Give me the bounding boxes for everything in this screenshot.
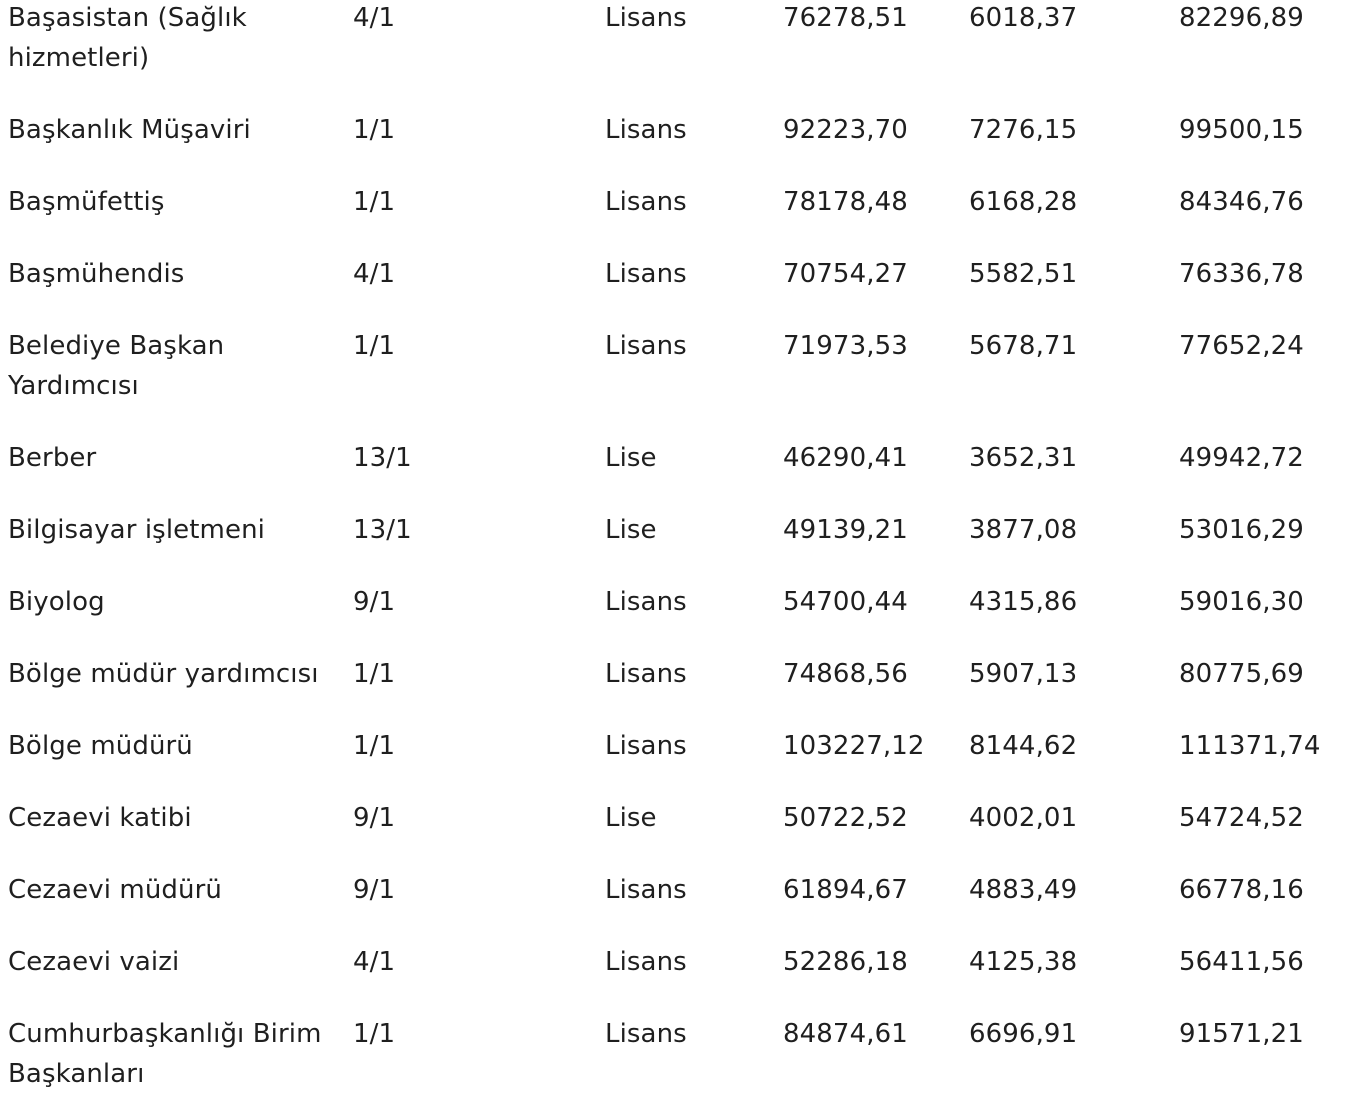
value2-cell: 8144,62 — [969, 731, 1078, 761]
total-cell: 80775,69 — [1179, 659, 1304, 689]
value1-cell: 71973,53 — [783, 331, 908, 361]
total-cell: 77652,24 — [1179, 331, 1304, 361]
value1-cell: 54700,44 — [783, 587, 908, 617]
table-row — [8, 326, 1352, 438]
title-cell: Belediye Başkan Yardımcısı — [8, 331, 225, 401]
degree-cell: 4/1 — [353, 259, 396, 289]
degree-cell: 9/1 — [353, 587, 396, 617]
total-cell: 111371,74 — [1179, 731, 1321, 761]
value2-cell: 4883,49 — [969, 875, 1078, 905]
title-cell: Cezaevi katibi — [8, 803, 192, 833]
value1-cell: 92223,70 — [783, 115, 908, 145]
table-row — [8, 0, 1352, 110]
total-cell: 84346,76 — [1179, 187, 1304, 217]
total-cell: 82296,89 — [1179, 3, 1304, 33]
degree-cell: 9/1 — [353, 875, 396, 905]
education-cell: Lisans — [605, 331, 687, 361]
value2-cell: 7276,15 — [969, 115, 1078, 145]
total-cell: 91571,21 — [1179, 1019, 1304, 1049]
degree-cell: 1/1 — [353, 1019, 396, 1049]
education-cell: Lise — [605, 443, 657, 473]
title-cell: Biyolog — [8, 587, 105, 617]
value1-cell: 84874,61 — [783, 1019, 908, 1049]
title-cell: Cumhurbaşkanlığı Birim Başkanları — [8, 1019, 322, 1089]
title-cell: Bölge müdür yardımcısı — [8, 659, 319, 689]
value1-cell: 103227,12 — [783, 731, 925, 761]
total-cell: 76336,78 — [1179, 259, 1304, 289]
title-cell: Başkanlık Müşaviri — [8, 115, 251, 145]
total-cell: 49942,72 — [1179, 443, 1304, 473]
table-row — [8, 110, 1352, 182]
title-cell: Bilgisayar işletmeni — [8, 515, 265, 545]
value2-cell: 4125,38 — [969, 947, 1078, 977]
education-cell: Lisans — [605, 659, 687, 689]
table-row — [8, 582, 1352, 654]
degree-cell: 1/1 — [353, 659, 396, 689]
value2-cell: 4315,86 — [969, 587, 1078, 617]
total-cell: 53016,29 — [1179, 515, 1304, 545]
total-cell: 56411,56 — [1179, 947, 1304, 977]
education-cell: Lisans — [605, 259, 687, 289]
total-cell: 66778,16 — [1179, 875, 1304, 905]
education-cell: Lise — [605, 515, 657, 545]
education-cell: Lisans — [605, 3, 687, 33]
value1-cell: 76278,51 — [783, 3, 908, 33]
value2-cell: 3652,31 — [969, 443, 1078, 473]
value1-cell: 74868,56 — [783, 659, 908, 689]
table-row — [8, 182, 1352, 254]
total-cell: 54724,52 — [1179, 803, 1304, 833]
value1-cell: 46290,41 — [783, 443, 908, 473]
title-cell: Cezaevi vaizi — [8, 947, 180, 977]
title-cell: Cezaevi müdürü — [8, 875, 222, 905]
degree-cell: 4/1 — [353, 3, 396, 33]
table-row — [8, 1014, 1352, 1089]
title-cell: Bölge müdürü — [8, 731, 193, 761]
table-row — [8, 510, 1352, 582]
salary-table — [8, 0, 1352, 1089]
total-cell: 59016,30 — [1179, 587, 1304, 617]
table-row — [8, 726, 1352, 798]
education-cell: Lisans — [605, 187, 687, 217]
title-cell: Berber — [8, 443, 97, 473]
table-row — [8, 438, 1352, 510]
table-row — [8, 942, 1352, 1014]
education-cell: Lisans — [605, 947, 687, 977]
value2-cell: 5582,51 — [969, 259, 1078, 289]
degree-cell: 13/1 — [353, 443, 412, 473]
value2-cell: 6696,91 — [969, 1019, 1078, 1049]
degree-cell: 1/1 — [353, 331, 396, 361]
degree-cell: 9/1 — [353, 803, 396, 833]
value2-cell: 4002,01 — [969, 803, 1078, 833]
total-cell: 99500,15 — [1179, 115, 1304, 145]
degree-cell: 1/1 — [353, 731, 396, 761]
table-row — [8, 654, 1352, 726]
table-row — [8, 870, 1352, 942]
table-row — [8, 254, 1352, 326]
value1-cell: 50722,52 — [783, 803, 908, 833]
education-cell: Lisans — [605, 875, 687, 905]
value1-cell: 78178,48 — [783, 187, 908, 217]
value2-cell: 5907,13 — [969, 659, 1078, 689]
value2-cell: 6168,28 — [969, 187, 1078, 217]
value2-cell: 5678,71 — [969, 331, 1078, 361]
education-cell: Lisans — [605, 587, 687, 617]
value2-cell: 6018,37 — [969, 3, 1078, 33]
value1-cell: 70754,27 — [783, 259, 908, 289]
degree-cell: 1/1 — [353, 187, 396, 217]
title-cell: Başmüfettiş — [8, 187, 165, 217]
title-cell: Başasistan (Sağlık hizmetleri) — [8, 3, 247, 73]
education-cell: Lisans — [605, 1019, 687, 1049]
value1-cell: 52286,18 — [783, 947, 908, 977]
value1-cell: 61894,67 — [783, 875, 908, 905]
education-cell: Lisans — [605, 731, 687, 761]
education-cell: Lise — [605, 803, 657, 833]
value1-cell: 49139,21 — [783, 515, 908, 545]
education-cell: Lisans — [605, 115, 687, 145]
degree-cell: 4/1 — [353, 947, 396, 977]
table-row — [8, 798, 1352, 870]
title-cell: Başmühendis — [8, 259, 185, 289]
value2-cell: 3877,08 — [969, 515, 1078, 545]
degree-cell: 13/1 — [353, 515, 412, 545]
degree-cell: 1/1 — [353, 115, 396, 145]
